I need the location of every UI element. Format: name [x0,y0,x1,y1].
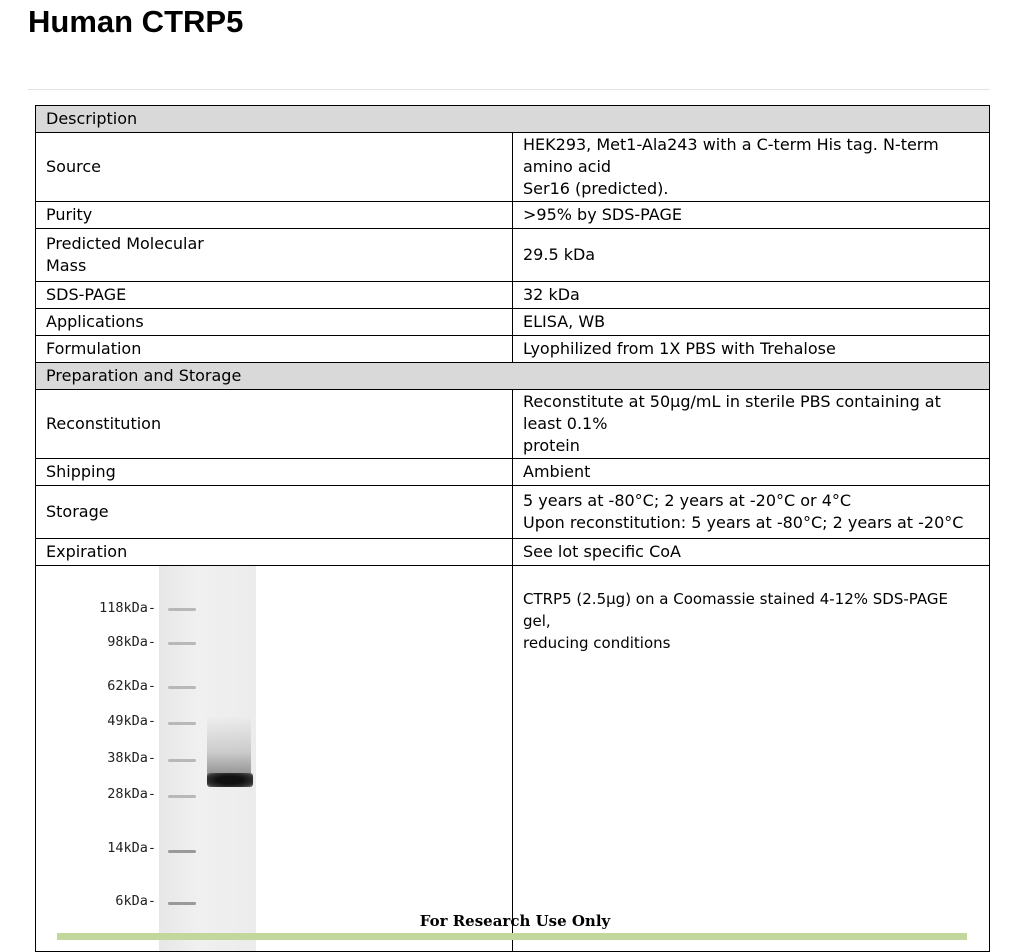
ladder-band [168,850,196,853]
row-expiration [36,539,990,566]
row-value: 29.5 kDa [513,229,990,282]
row-label: Source [36,133,513,202]
ladder-band [168,608,196,611]
ladder-band [168,795,196,798]
sample-band [207,773,253,787]
marker-label: 28kDa- [107,786,156,802]
marker-label: 98kDa- [107,634,156,650]
row-value: See lot specific CoA [513,539,990,566]
row-value [513,133,990,202]
gel-image-cell [36,566,513,952]
row-value-line: Reconstitute at 50μg/mL in sterile PBS containing at least 0.1% [523,392,941,433]
footer-text: For Research Use Only [419,912,611,930]
section-header-preparation [36,363,990,390]
marker-label: 62kDa- [107,678,156,694]
row-value: >95% by SDS-PAGE [513,202,990,229]
marker-label: 14kDa- [107,840,156,856]
title-divider [28,89,990,90]
row-sds-page [36,282,990,309]
ladder-band [168,902,196,905]
row-label: Shipping [36,459,513,486]
row-value: Ambient [513,459,990,486]
row-reconstitution [36,390,990,459]
ladder-band [168,686,196,689]
row-label-line: Mass [46,256,87,275]
row-gel [36,566,990,952]
row-value-line: protein [523,436,580,455]
row-formulation [36,336,990,363]
row-value-line: HEK293, Met1-Ala243 with a C-term His tag. N-term amino acid [523,135,939,176]
marker-label: 49kDa- [107,713,156,729]
row-value: ELISA, WB [513,309,990,336]
row-label: Applications [36,309,513,336]
section-header-description [36,106,990,133]
sample-smear [207,716,251,776]
ladder-band [168,759,196,762]
gel-caption [513,566,990,952]
row-value-line: Upon reconstitution: 5 years at -80°C; 2 years at -20°C [523,513,964,532]
row-source [36,133,990,202]
row-label: SDS-PAGE [36,282,513,309]
page-title: Human CTRP5 [28,4,244,39]
ladder-band [168,722,196,725]
marker-label: 38kDa- [107,750,156,766]
row-label: Formulation [36,336,513,363]
row-shipping [36,459,990,486]
gel-caption-line: reducing conditions [523,634,671,652]
section-label: Description [36,106,990,133]
row-applications [36,309,990,336]
row-label [36,229,513,282]
row-mass [36,229,990,282]
gel-caption-line: CTRP5 (2.5μg) on a Coomassie stained 4-12% SDS-PAGE gel, [523,590,948,630]
row-label: Reconstitution [36,390,513,459]
gel-image [36,566,287,951]
row-purity [36,202,990,229]
ladder-band [168,642,196,645]
row-label-line: Predicted Molecular [46,234,204,253]
row-value-line: Ser16 (predicted). [523,179,669,198]
row-value: 32 kDa [513,282,990,309]
row-label: Expiration [36,539,513,566]
footer-bar [57,933,967,940]
row-value: Lyophilized from 1X PBS with Trehalose [513,336,990,363]
marker-label: 6kDa- [115,893,156,909]
row-value-line: 5 years at -80°C; 2 years at -20°C or 4°C [523,491,852,510]
row-storage [36,486,990,539]
row-value [513,486,990,539]
spec-table [35,105,990,952]
row-label: Purity [36,202,513,229]
section-label: Preparation and Storage [36,363,990,390]
marker-label: 118kDa- [99,600,156,616]
row-value [513,390,990,459]
row-label: Storage [36,486,513,539]
